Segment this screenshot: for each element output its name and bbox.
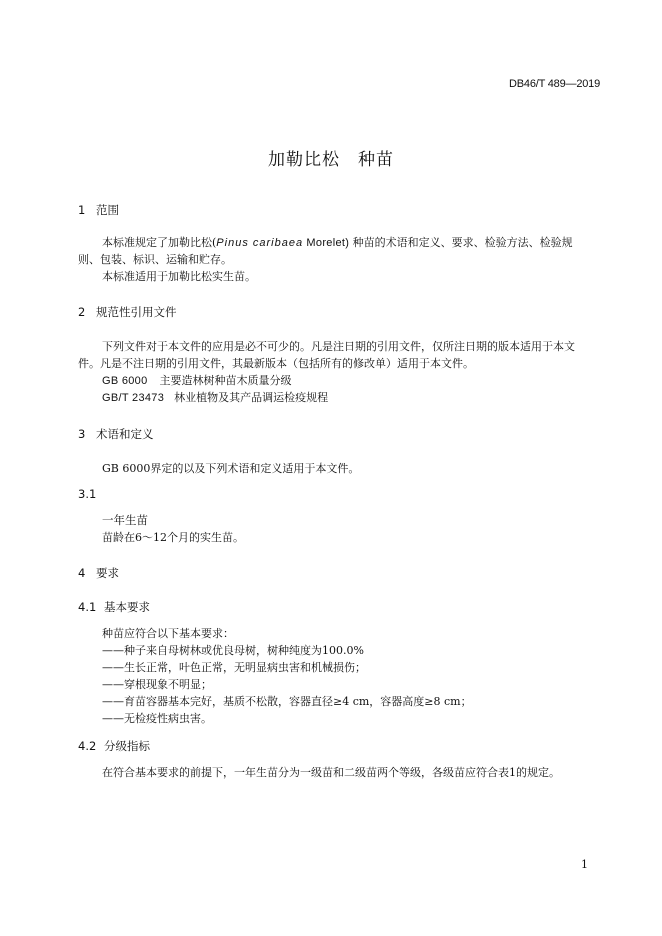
requirement-item: ——无检疫性病虫害。: [102, 712, 212, 725]
requirement-item: ——育苗容器基本完好，基质不松散，容器直径≥4 cm，容器高度≥8 cm；: [102, 695, 472, 708]
section-3-heading: [78, 426, 154, 442]
subsection-4-2-heading: [78, 738, 150, 754]
reference-title: 主要造林树种苗木质量分级: [159, 374, 292, 387]
section-number: 2: [78, 305, 86, 319]
section-3-paragraph-1: GB 6000界定的以及下列术语和定义适用于本文件。: [102, 462, 360, 475]
section-title: 范围: [96, 203, 119, 217]
subsection-title: 基本要求: [104, 600, 150, 614]
section-1-paragraph-1-cont: 则、包装、标识、运输和贮存。: [78, 253, 232, 266]
requirement-item: ——种子来自母树林或优良母树，树种纯度为100.0%: [102, 644, 364, 657]
subsection-title: 分级指标: [104, 739, 150, 753]
section-1-paragraph-1: [102, 234, 573, 250]
section-title: 要求: [96, 566, 119, 580]
requirement-item: ——穿根现象不明显；: [102, 678, 212, 691]
term-definition: 苗龄在6～12个月的实生苗。: [102, 531, 244, 544]
requirement-item: ——生长正常，叶色正常，无明显病虫害和机械损伤；: [102, 661, 366, 674]
subsection-4-1-heading: [78, 599, 150, 615]
section-1-heading: [78, 202, 119, 218]
text-run: 本标准规定了加勒比松(: [102, 236, 217, 249]
section-2-heading: [78, 304, 177, 320]
reference-gb6000: [102, 372, 292, 388]
section-2-paragraph-1: 下列文件对于本文件的应用是必不可少的。凡是注日期的引用文件，仅所注日期的版本适用于本文: [102, 340, 575, 353]
latin-name: Pinus caribaea: [216, 237, 304, 249]
section-4-heading: [78, 565, 119, 581]
subsection-number: 4.1: [78, 600, 97, 614]
text-run: 种苗的术语和定义、要求、检验方法、检验规: [349, 236, 573, 249]
section-number: 4: [78, 566, 86, 580]
reference-gbt23473: [102, 389, 328, 405]
section-title: 术语和定义: [96, 427, 154, 441]
reference-code: GB/T 23473: [102, 392, 165, 404]
grading-paragraph: 在符合基本要求的前提下，一年生苗分为一级苗和二级苗两个等级，各级苗应符合表1的规定。: [102, 766, 560, 779]
section-1-paragraph-2: 本标准适用于加勒比松实生苗。: [102, 270, 256, 283]
section-number: 1: [78, 203, 86, 217]
latin-author: Morelet): [303, 237, 350, 249]
term-heading: 一年生苗: [102, 513, 148, 527]
section-title: 规范性引用文件: [96, 305, 177, 319]
reference-title: 林业植物及其产品调运检疫规程: [174, 391, 329, 404]
section-number: 3: [78, 427, 86, 441]
section-2-paragraph-1-cont: 件。凡是不注日期的引用文件，其最新版本（包括所有的修改单）适用于本文件。: [78, 357, 474, 370]
reference-code: GB 6000: [102, 375, 148, 387]
basic-requirements-intro: 种苗应符合以下基本要求：: [102, 627, 234, 640]
subsection-number: 4.2: [78, 739, 97, 753]
standard-number: DB46/T 489—2019: [509, 78, 600, 90]
page-number: 1: [581, 858, 588, 871]
document-title: 加勒比松 种苗: [268, 150, 394, 170]
subsection-3-1-number: 3.1: [78, 487, 97, 501]
